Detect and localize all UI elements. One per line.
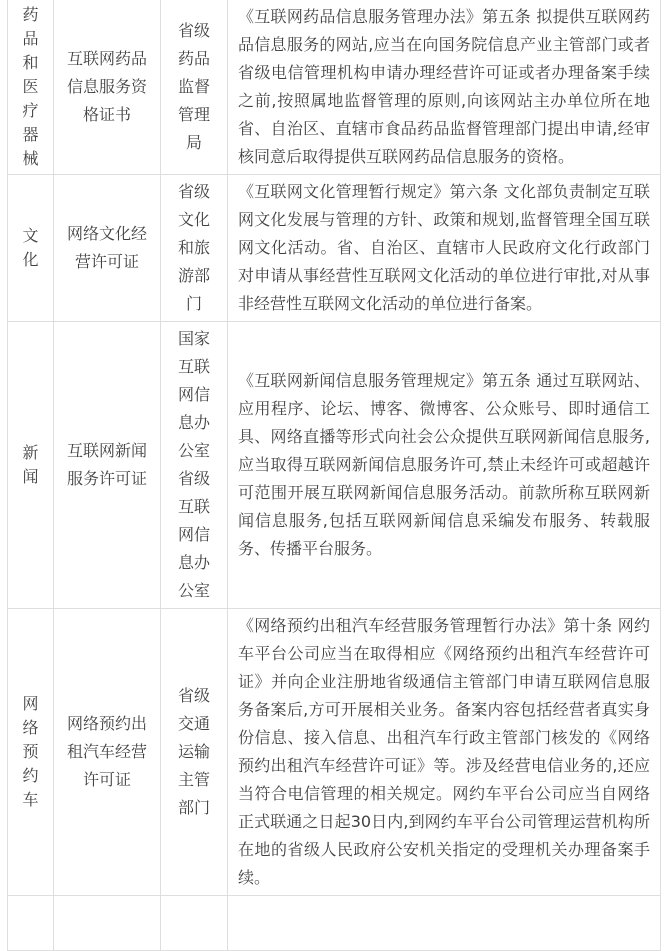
- regulation-cell: 《互联网药品信息服务管理办法》第五条 拟提供互联网药品信息服务的网站,应当在向国务院信息产业主管部门或者省级电信管理机构申请办理经营许可证或者办理备案手续之前,按照属地监督管理的原则,向该网站主办单位所在地省、自治区、直辖市食品药品监督管理部门提出申请,经审核同意后取得提供互联网药品信息服务的资格。: [228, 0, 661, 175]
- license-cell: 互联网药品信息服务资格证书: [54, 0, 161, 175]
- table-row-pharma: [8, 0, 661, 175]
- license-cell: 网络预约出租汽车经营许可证: [54, 609, 161, 896]
- authority-cell: 省级文化和旅游部门: [161, 175, 228, 322]
- table-row-partial: [8, 896, 661, 951]
- category-cell: [8, 896, 54, 951]
- regulation-cell: 《网络预约出租汽车经营服务管理暂行办法》第十条 网约车平台公司应当在取得相应《网络预约出租汽车经营许可证》并向企业注册地省级通信主管部门申请互联网信息服务备案后,方可开展相关业务。备案内容包括经营者真实身份信息、接入信息、出租汽车行政主管部门核发的《网络预约出租汽车经营许可证》等。涉及经营电信业务的,还应当符合电信管理的相关规定。网约车平台公司应当自网络正式联通之日起30日内,到网约车平台公司管理运营机构所在地的省级人民政府公安机关指定的受理机关办理备案手续。: [228, 609, 661, 896]
- category-cell: 文化: [8, 175, 54, 322]
- category-cell: 新闻: [8, 322, 54, 609]
- category-cell: 网络预约车: [8, 609, 54, 896]
- regulation-cell: 《互联网新闻信息服务管理规定》第五条 通过互联网站、应用程序、论坛、博客、微博客、公众账号、即时通信工具、网络直播等形式向社会公众提供互联网新闻信息服务,应当取得互联网新闻信息服务许可,禁止未经许可或超越许可范围开展互联网新闻信息服务活动。前款所称互联网新闻信息服务,包括互联网新闻信息采编发布服务、转载服务、传播平台服务。: [228, 322, 661, 609]
- authority-cell: [161, 896, 228, 951]
- table-row-news: [8, 322, 661, 609]
- license-table: [7, 0, 661, 951]
- category-cell: 药品和医疗器械: [8, 0, 54, 175]
- regulation-cell: 《互联网文化管理暂行规定》第六条 文化部负责制定互联网文化发展与管理的方针、政策和规划,监督管理全国互联网文化活动。省、自治区、直辖市人民政府文化行政部门对申请从事经营性互联网文化活动的单位进行审批,对从事非经营性互联网文化活动的单位进行备案。: [228, 175, 661, 322]
- table-row-ridehailing: [8, 609, 661, 896]
- table-row-culture: [8, 175, 661, 322]
- authority-cell: 国家互联网信息办公室省级互联网信息办公室: [161, 322, 228, 609]
- authority-cell: 省级药品监督管理局: [161, 0, 228, 175]
- license-cell: 网络文化经营许可证: [54, 175, 161, 322]
- regulation-cell: [228, 896, 661, 951]
- license-cell: 互联网新闻服务许可证: [54, 322, 161, 609]
- authority-cell: 省级交通运输主管部门: [161, 609, 228, 896]
- license-cell: [54, 896, 161, 951]
